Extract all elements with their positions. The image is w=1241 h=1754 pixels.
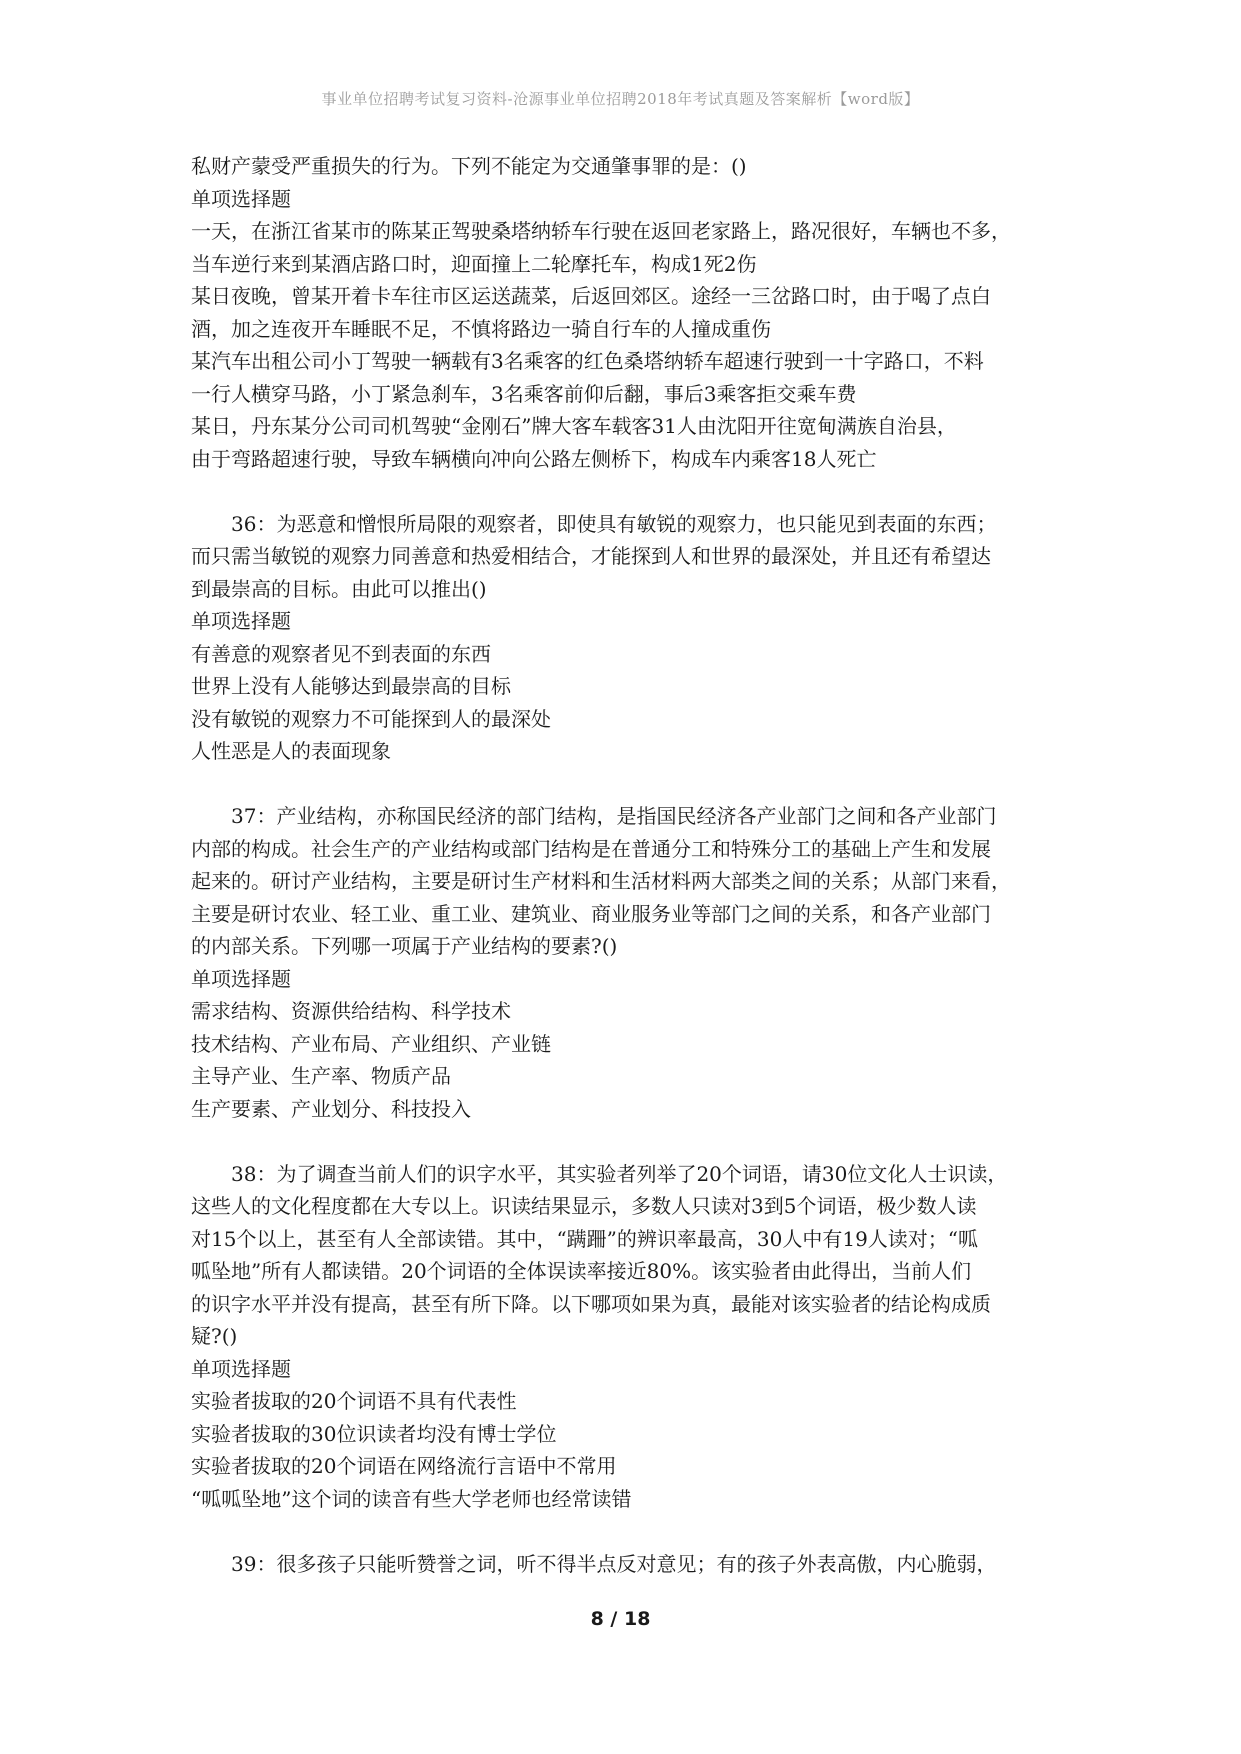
option-line: 某日，丹东某分公司司机驾驶“金刚石”牌大客车载客31人由沈阳开往宽甸满族自治县，: [191, 414, 957, 438]
option-line: 由于弯路超速行驶，导致车辆横向冲向公路左侧桥下，构成车内乘客18人死亡: [191, 446, 877, 471]
question-stem-line: 私财产蒙受严重损失的行为。下列不能定为交通肇事罪的是：(): [191, 154, 747, 178]
option-line: 某日夜晚，曾某开着卡车往市区运送蔬菜，后返回郊区。途经一三岔路口时，由于喝了点白: [191, 284, 991, 308]
paragraph-gap: [191, 1125, 1071, 1158]
question-35: [191, 150, 1071, 475]
option-line: 一天，在浙江省某市的陈某正驾驶桑塔纳轿车行驶在返回老家路上，路况很好，车辆也不多，: [191, 219, 1011, 243]
option-line: 一行人横穿马路，小丁紧急刹车，3名乘客前仰后翻，事后3乘客拒交乘车费: [191, 381, 857, 406]
page-number: 8 / 18: [590, 1608, 651, 1630]
question-38: [191, 1158, 1071, 1516]
question-stem-line: 而只需当敏锐的观察力同善意和热爱相结合，才能探到人和世界的最深处，并且还有希望达: [191, 544, 991, 568]
option-c: [191, 345, 1071, 410]
question-stem-line: 对15个以上，甚至有人全部读错。其中，“蹒跚”的辨识率最高，30人中有19人读对；“呱: [191, 1226, 979, 1251]
option-a: [191, 215, 1071, 280]
question-stem-line: 疑?(): [191, 1324, 238, 1348]
question-stem-line: 37：产业结构，亦称国民经济的部门结构，是指国民经济各产业部门之间和各产业部门: [231, 804, 997, 828]
question-36: [191, 508, 1071, 768]
option-c: 主导产业、生产率、物质产品: [191, 1064, 451, 1088]
question-stem-line: 主要是研讨农业、轻工业、重工业、建筑业、商业服务业等部门之间的关系，和各产业部门: [191, 901, 991, 926]
question-stem-line: 39：很多孩子只能听赞誉之词，听不得半点反对意见；有的孩子外表高傲，内心脆弱，: [231, 1551, 997, 1576]
question-type: 单项选择题: [191, 966, 291, 991]
option-d: “呱呱坠地”这个词的读音有些大学老师也经常读错: [191, 1486, 632, 1511]
option-line: 当车逆行来到某酒店路口时，迎面撞上二轮摩托车，构成1死2伤: [191, 251, 757, 276]
option-b: 世界上没有人能够达到最崇高的目标: [191, 674, 511, 698]
question-39: [191, 1548, 1071, 1581]
paragraph-gap: [191, 768, 1071, 801]
question-type: 单项选择题: [191, 1356, 291, 1381]
question-stem-line: 的内部关系。下列哪一项属于产业结构的要素?(): [191, 934, 618, 958]
option-b: [191, 280, 1071, 345]
question-stem-line: 36：为恶意和憎恨所局限的观察者，即使具有敏锐的观察力，也只能见到表面的东西；: [231, 511, 997, 536]
paragraph-gap: [191, 1515, 1071, 1548]
question-type: 单项选择题: [191, 609, 291, 633]
running-header: 事业单位招聘考试复习资料-沧源事业单位招聘2018年考试真题及答案解析【word版】: [321, 90, 920, 108]
option-b: 技术结构、产业布局、产业组织、产业链: [191, 1031, 551, 1056]
question-stem-line: 起来的。研讨产业结构，主要是研讨生产材料和生活材料两大部类之间的关系；从部门来看，: [191, 869, 1011, 893]
question-stem-line: 呱坠地”所有人都读错。20个词语的全体误读率接近80%。该实验者由此得出，当前人们: [191, 1259, 972, 1283]
option-d: 生产要素、产业划分、科技投入: [191, 1096, 471, 1121]
question-stem-line: 内部的构成。社会生产的产业结构或部门结构是在普通分工和特殊分工的基础上产生和发展: [191, 836, 991, 861]
option-b: 实验者拔取的30位识读者均没有博士学位: [191, 1421, 557, 1446]
question-stem-line: 38：为了调查当前人们的识字水平，其实验者列举了20个词语，请30位文化人士识读，: [231, 1161, 1008, 1186]
option-a: 有善意的观察者见不到表面的东西: [191, 641, 491, 666]
option-line: 酒，加之连夜开车睡眠不足，不慎将路边一骑自行车的人撞成重伤: [191, 316, 771, 341]
question-stem-line: 到最崇高的目标。由此可以推出(): [191, 576, 487, 601]
paragraph-gap: [191, 475, 1071, 508]
option-a: 实验者拔取的20个词语不具有代表性: [191, 1389, 517, 1413]
option-c: 没有敏锐的观察力不可能探到人的最深处: [191, 706, 551, 731]
option-d: [191, 410, 1071, 475]
option-a: 需求结构、资源供给结构、科学技术: [191, 999, 511, 1023]
question-37: [191, 800, 1071, 1125]
question-stem-line: 这些人的文化程度都在大专以上。识读结果显示，多数人只读对3到5个词语，极少数人读: [191, 1194, 977, 1218]
option-line: 某汽车出租公司小丁驾驶一辆载有3名乘客的红色桑塔纳轿车超速行驶到一十字路口，不料: [191, 349, 984, 373]
question-stem-line: 的识字水平并没有提高，甚至有所下降。以下哪项如果为真，最能对该实验者的结论构成质: [191, 1291, 991, 1316]
question-type: 单项选择题: [191, 186, 291, 211]
option-d: 人性恶是人的表面现象: [191, 739, 391, 763]
document-body: [191, 150, 1071, 1580]
option-c: 实验者拔取的20个词语在网络流行言语中不常用: [191, 1454, 617, 1478]
